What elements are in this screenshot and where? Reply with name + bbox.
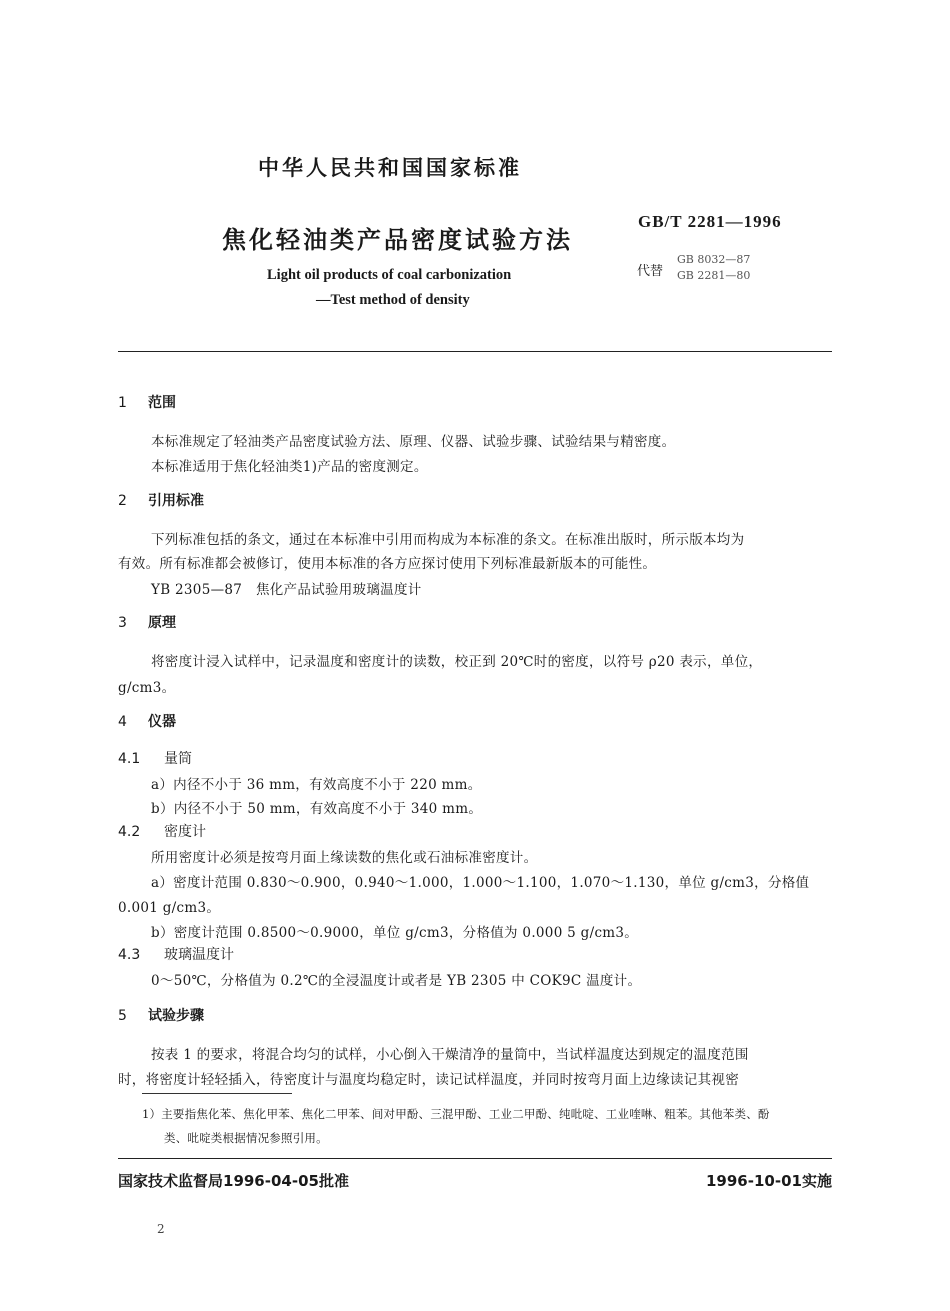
footer-divider bbox=[118, 1158, 832, 1159]
paragraph: 所用密度计必须是按弯月面上缘读数的焦化或石油标准密度计。 bbox=[151, 850, 538, 866]
approval-date: 国家技术监督局1996-04-05批准 bbox=[118, 1172, 349, 1190]
replaced-standard: GB 8032—87 bbox=[677, 253, 751, 266]
subsection-4-2-heading: 4.2 密度计 bbox=[118, 824, 206, 840]
list-item: a）密度计范围 0.830～0.900，0.940～1.000，1.000～1.100，1.070～1.130，单位 g/cm3，分格值 bbox=[151, 875, 810, 891]
standard-title-en-line1: Light oil products of coal carbonization bbox=[267, 267, 512, 283]
paragraph: 本标准适用于焦化轻油类1)产品的密度测定。 bbox=[151, 459, 428, 475]
replaced-standard: GB 2281—80 bbox=[677, 269, 751, 282]
section-4-heading: 4 仪器 bbox=[118, 714, 176, 730]
header-divider bbox=[118, 351, 832, 352]
standard-number: GB/T 2281—1996 bbox=[638, 212, 782, 231]
subsection-4-3-heading: 4.3 玻璃温度计 bbox=[118, 947, 234, 963]
paragraph: 本标准规定了轻油类产品密度试验方法、原理、仪器、试验步骤、试验结果与精密度。 bbox=[151, 434, 676, 450]
list-item: b）密度计范围 0.8500～0.9000，单位 g/cm3，分格值为 0.000 5 g/cm3。 bbox=[151, 925, 639, 941]
referenced-standard: YB 2305—87 焦化产品试验用玻璃温度计 bbox=[151, 582, 422, 598]
list-item: b）内径不小于 50 mm，有效高度不小于 340 mm。 bbox=[151, 801, 483, 817]
footnote: 1）主要指焦化苯、焦化甲苯、焦化二甲苯、间对甲酚、三混甲酚、工业二甲酚、纯吡啶、工业喹啉、粗苯。其他苯类、酚 bbox=[142, 1107, 770, 1121]
paragraph: 有效。所有标准都会被修订，使用本标准的各方应探讨使用下列标准最新版本的可能性。 bbox=[118, 556, 657, 572]
standard-title-cn: 焦化轻油类产品密度试验方法 bbox=[222, 226, 573, 254]
paragraph: 下列标准包括的条文，通过在本标准中引用而构成为本标准的条文。在标准出版时，所示版本均为 bbox=[151, 532, 745, 548]
paragraph: g/cm3。 bbox=[118, 680, 176, 696]
paragraph: 按表 1 的要求，将混合均匀的试样，小心倒入干燥清净的量筒中，当试样温度达到规定的温度范围 bbox=[151, 1047, 749, 1063]
section-1-heading: 1 范围 bbox=[118, 395, 176, 411]
national-standard-heading: 中华人民共和国国家标准 bbox=[258, 156, 522, 180]
standard-title-en-line2: —Test method of density bbox=[316, 292, 470, 308]
subsection-4-1-heading: 4.1 量筒 bbox=[118, 751, 192, 767]
paragraph: 时，将密度计轻轻插入，待密度计与温度均稳定时，读记试样温度，并同时按弯月面上边缘读记其视密 bbox=[118, 1072, 739, 1088]
page-number: 2 bbox=[157, 1222, 165, 1236]
list-item: 0.001 g/cm3。 bbox=[118, 900, 221, 916]
effective-date: 1996-10-01实施 bbox=[706, 1172, 832, 1190]
footnote: 类、吡啶类根据情况参照引用。 bbox=[164, 1131, 328, 1145]
section-5-heading: 5 试验步骤 bbox=[118, 1008, 204, 1024]
paragraph: 0～50℃，分格值为 0.2℃的全浸温度计或者是 YB 2305 中 COK9C 温度计。 bbox=[151, 973, 642, 989]
replaces-label: 代替 bbox=[637, 264, 664, 279]
section-3-heading: 3 原理 bbox=[118, 615, 176, 631]
section-2-heading: 2 引用标准 bbox=[118, 493, 204, 509]
paragraph: 将密度计浸入试样中，记录温度和密度计的读数，校正到 20℃时的密度，以符号 ρ20 表示，单位， bbox=[151, 654, 763, 670]
footnote-rule bbox=[142, 1093, 292, 1094]
list-item: a）内径不小于 36 mm，有效高度不小于 220 mm。 bbox=[151, 777, 482, 793]
